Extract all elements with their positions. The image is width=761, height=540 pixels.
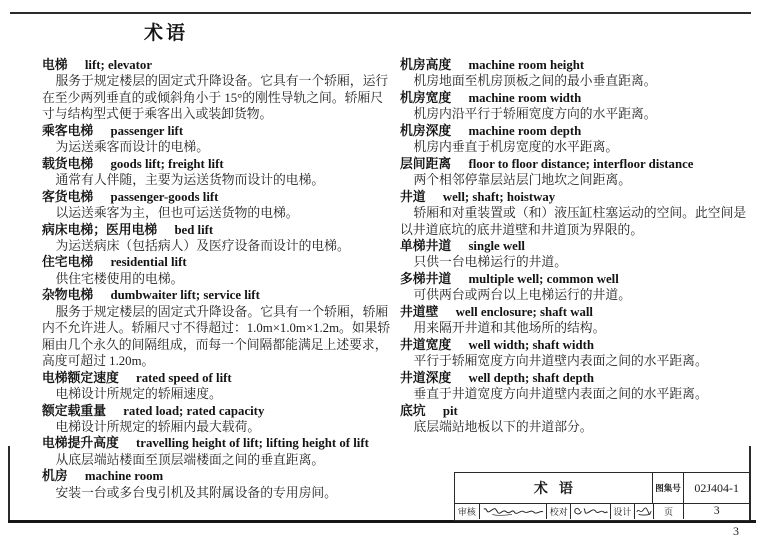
term-definition: 为运送病床（包括病人）及医疗设备而设计的电梯。 [55,238,350,253]
term-definition: 两个相邻停靠层站层门地坎之间距离。 [413,173,631,188]
term-definition: 平行于轿厢宽度方向井道壁内表面之间的水平距离。 [413,354,708,369]
term-definition: 机房内垂直于机房宽度的水平距离。 [413,140,619,155]
term-entry [42,123,392,156]
term-entry [42,287,392,369]
term-definition: 电梯设计所规定的轿厢速度。 [55,387,222,402]
term-entry [42,57,392,123]
term-zh: 机房宽度 [400,90,452,105]
term-zh: 多梯井道 [400,271,452,286]
term-entry [42,403,392,436]
term-definition: 垂直于井道宽度方向井道壁内表面之间的水平距离。 [413,387,708,402]
term-definition: 底层端站地板以下的井道部分。 [413,419,593,434]
term-line [42,57,392,73]
term-entry [400,403,752,436]
term-line [42,189,392,205]
terms-column-right [400,57,752,435]
term-zh: 底坑 [400,403,426,418]
term-line [42,254,392,270]
term-zh: 井道 [400,189,426,204]
page-label: 页 [653,504,684,519]
term-line [400,156,752,172]
term-zh: 单梯井道 [400,238,452,253]
term-definition: 服务于规定楼层的固定式升降设备。它具有一个轿厢，轿厢内不允许进人。轿厢尺寸不得超过：1.0m×1.0m×1.2m。如果轿厢由几个永久的间隔组成，而每一个间隔都能满足上述要求，高度可超过 1.20m。 [42,304,391,369]
term-zh: 电梯提升高度 [42,436,119,451]
term-zh: 住宅电梯 [42,255,94,270]
term-definition: 为运送乘客而设计的电梯。 [55,140,209,155]
term-zh: 病床电梯；医用电梯 [42,222,158,237]
title-block [454,472,750,521]
term-en: travelling height of lift; lifting height of lift [136,436,369,451]
term-zh: 电梯额定速度 [42,370,119,385]
term-en: bed lift [174,222,214,237]
term-zh: 杂物电梯 [42,288,94,303]
term-entry [42,468,392,501]
term-en: goods lift; freight lift [110,156,224,171]
term-en: passenger-goods lift [110,189,219,204]
page-title: 术语 [144,23,189,44]
term-definition: 可供两台或两台以上电梯运行的井道。 [413,288,631,303]
term-zh: 层间距离 [400,156,452,171]
term-zh: 额定载重量 [42,403,106,418]
term-entry [42,254,392,287]
term-line [400,304,752,320]
term-definition: 机房地面至机房顶板之间的最小垂直距离。 [413,74,657,89]
atlas-number-label: 图集号 [652,473,684,503]
term-zh: 机房 [42,469,68,484]
term-entry [400,238,752,271]
term-definition: 机房内沿平行于轿厢宽度方向的水平距离。 [413,107,657,122]
left-border-rule [8,446,10,523]
term-entry [400,156,752,189]
term-line [400,337,752,353]
term-entry [42,222,392,255]
term-en: lift; elevator [84,58,153,72]
term-zh: 井道宽度 [400,337,452,352]
term-line [42,156,392,172]
term-line [400,189,752,205]
term-en: well; shaft; hoistway [442,189,556,204]
term-entry [42,435,392,468]
term-line [400,57,752,73]
term-en: single well [468,238,525,253]
term-definition: 服务于规定楼层的固定式升降设备。它具有一个轿厢，运行在至少两列垂直的或倾斜角小于 15°的刚性导轨之间。轿厢尺寸与结构型式便于乘客出入或装卸货物。 [42,74,389,122]
term-en: rated load; rated capacity [123,403,265,418]
proofreader-label: 校对 [546,504,570,519]
term-zh: 井道壁 [400,304,439,319]
term-en: machine room [84,469,164,484]
term-en: machine room depth [468,123,582,138]
term-line [400,271,752,287]
term-line [400,123,752,139]
term-entry [42,370,392,403]
title-block-title: 术语 [533,480,584,496]
proofreader-signature-scribble [570,504,610,519]
term-definition: 轿厢和对重装置或（和）液压缸柱塞运动的空间。此空间是以井道底坑的底井道壁和井道顶为界限的。 [400,206,747,237]
term-en: residential lift [110,255,187,270]
term-definition: 电梯设计所规定的轿厢内最大载荷。 [55,419,261,434]
term-line [42,123,392,139]
term-definition: 通常有人伴随，主要为运送货物而设计的电梯。 [55,173,325,188]
term-en: rated speed of lift [136,370,232,385]
designer-label: 设计 [610,504,634,519]
term-en: dumbwaiter lift; service lift [110,288,260,303]
term-definition: 用来隔开井道和其他场所的结构。 [413,321,606,336]
term-zh: 机房深度 [400,123,452,138]
term-line [400,403,752,419]
term-line [42,468,392,484]
term-en: floor to floor distance; interfloor distance [468,156,694,171]
term-entry [42,189,392,222]
term-line [400,90,752,106]
reviewer-signature-scribble [479,504,547,519]
term-entry [42,156,392,189]
term-zh: 机房高度 [400,58,452,72]
term-line [42,222,392,238]
term-zh: 客货电梯 [42,189,94,204]
term-zh: 乘客电梯 [42,123,94,138]
term-en: pit [442,403,458,418]
term-en: machine room height [468,58,585,72]
term-entry [400,189,752,238]
term-en: well width; shaft width [468,337,594,352]
term-entry [400,57,752,90]
term-zh: 载货电梯 [42,156,94,171]
term-zh: 电梯 [42,58,68,72]
term-line [42,287,392,303]
title-block-row-bottom [455,504,749,519]
term-entry [400,304,752,337]
term-en: multiple well; common well [468,271,619,286]
term-line [42,370,392,386]
term-definition: 只供一台电梯运行的井道。 [413,255,567,270]
term-definition: 以运送乘客为主，但也可运送货物的电梯。 [55,206,299,221]
term-en: machine room width [468,90,582,105]
term-entry [400,370,752,403]
term-line [400,238,752,254]
title-block-row-top [455,473,749,504]
term-definition: 从底层端站楼面至顶层端楼面之间的垂直距离。 [55,452,325,467]
term-line [400,370,752,386]
term-line [42,435,392,451]
page-number-value: 3 [683,504,749,519]
term-line [42,403,392,419]
term-zh: 井道深度 [400,370,452,385]
term-entry [400,337,752,370]
corner-page-number: 3 [733,524,739,538]
atlas-number-value: 02J404-1 [683,473,749,503]
term-entry [400,123,752,156]
term-definition: 供住宅楼使用的电梯。 [55,271,184,286]
designer-signature-scribble [634,504,653,519]
term-entry [400,90,752,123]
terms-column-left [42,57,392,501]
term-en: well enclosure; shaft wall [455,304,593,319]
term-definition: 安装一台或多台曳引机及其附属设备的专用房间。 [55,485,337,500]
top-border-rule [10,12,751,14]
term-en: well depth; shaft depth [468,370,594,385]
term-en: passenger lift [110,123,184,138]
reviewer-label: 审核 [457,506,476,517]
term-entry [400,271,752,304]
